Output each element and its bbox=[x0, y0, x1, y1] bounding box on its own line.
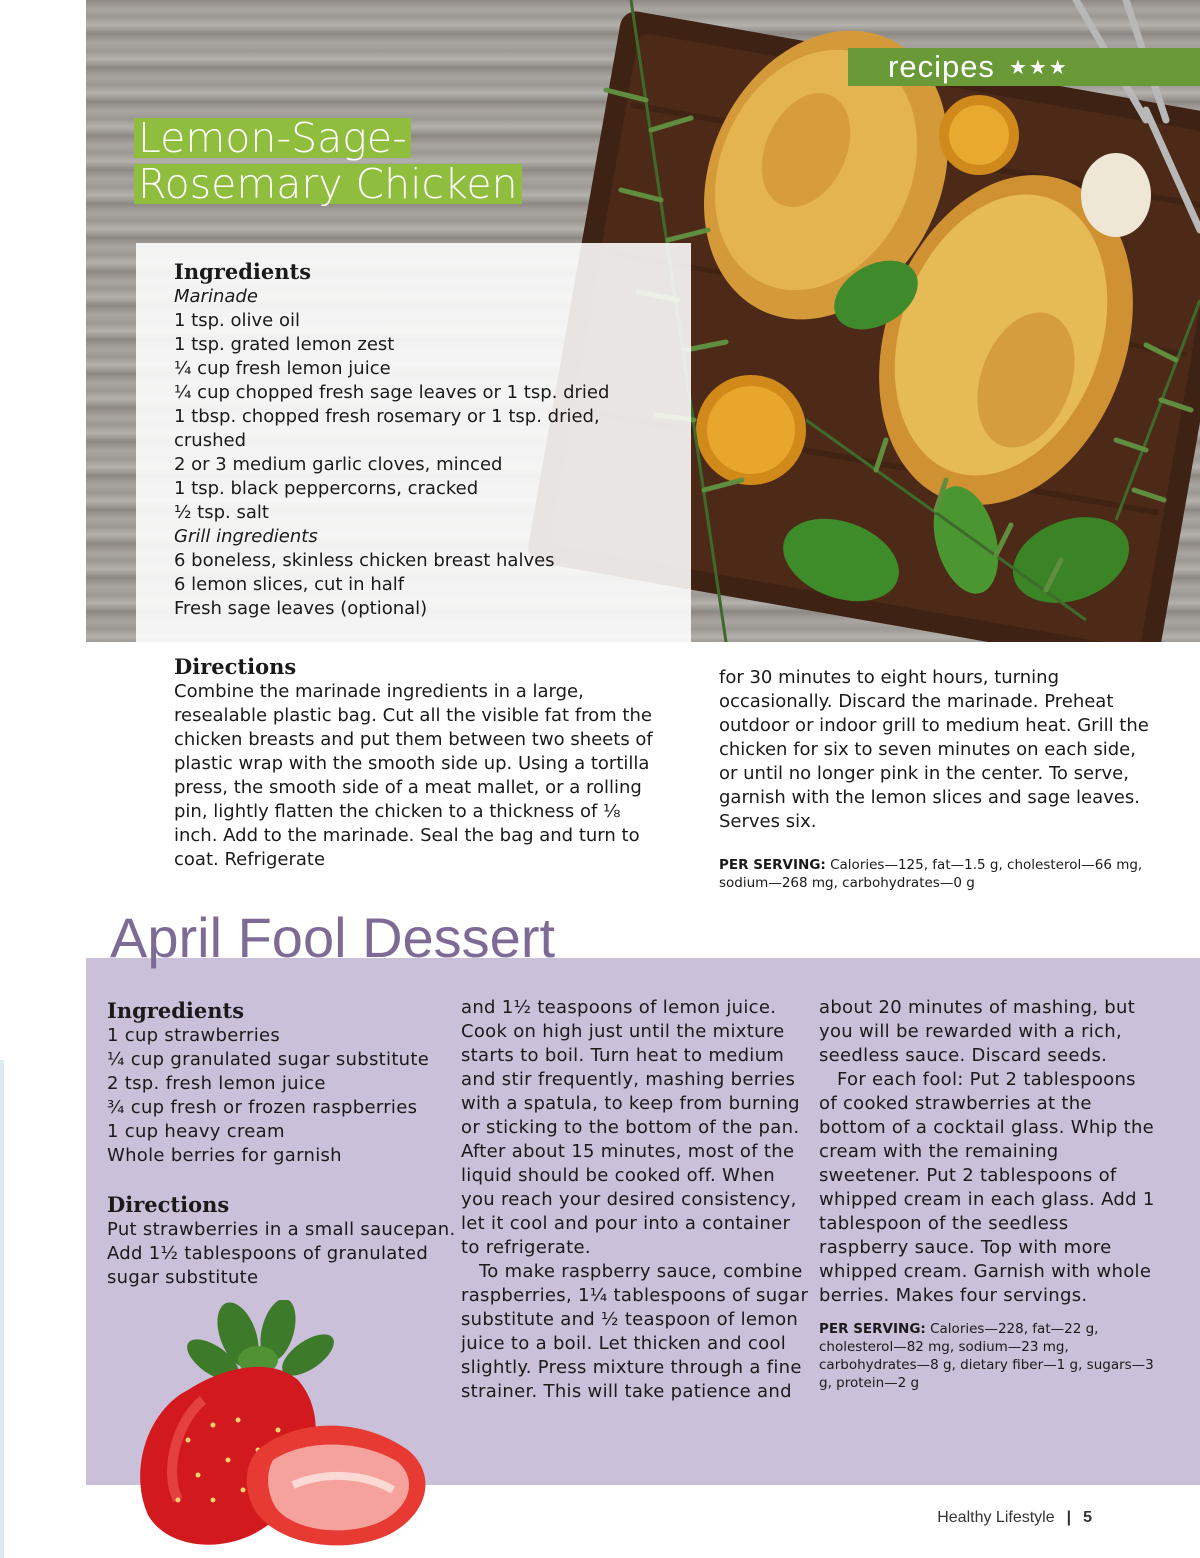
ingredient-item: 1 cup strawberries bbox=[107, 1025, 281, 1046]
dessert-directions-text-5: For each fool: Put 2 tablespoons of cooked strawberries at the bottom of a cocktail glass. Whip the cream with the remaining sweetener. Put 2 tablespoons of whipped cream in each glass. Add 1 tablespoon of the seedless raspberry sauce. Top with more whipped cream. Garnish with whole berries. Makes four servings. bbox=[819, 1069, 1155, 1306]
nutrition-info bbox=[719, 856, 1159, 892]
page-edge-strip bbox=[0, 1060, 4, 1558]
section-tag bbox=[848, 48, 1200, 86]
strawberry-photo bbox=[118, 1300, 438, 1555]
ingredient-item: 1 tbsp. chopped fresh rosemary or 1 tsp. dried, bbox=[174, 406, 600, 427]
dessert-directions-text-2: and 1½ teaspoons of lemon juice. Cook on high just until the mixture starts to boil. Turn heat to medium and stir frequently, mashing berries with a spatula, to keep from burning or sticking to the bottom of the pan. After about 15 minutes, most of the liquid should be cooked off. When you reach your desired consistency, let it cool and pour into a container to refrigerate. bbox=[461, 997, 800, 1258]
dessert-column-1 bbox=[107, 998, 457, 1290]
directions-column-1 bbox=[174, 654, 664, 872]
ingredient-subheading: Marinade bbox=[174, 286, 258, 307]
ingredient-item: 1 tsp. grated lemon zest bbox=[174, 334, 395, 355]
dessert-column-3 bbox=[819, 996, 1159, 1392]
dessert-ingredients-list bbox=[107, 1024, 457, 1168]
ingredient-item: ¼ cup fresh lemon juice bbox=[174, 358, 391, 379]
ingredient-item: ¼ cup chopped fresh sage leaves or 1 tsp. dried bbox=[174, 382, 610, 403]
per-serving-text: Calories—125, fat—1.5 g, cholesterol—66 mg, sodium—268 mg, carbohydrates—0 g bbox=[719, 857, 1143, 891]
ingredient-item: 1 tsp. black peppercorns, cracked bbox=[174, 478, 479, 499]
footer-separator: | bbox=[1066, 1509, 1072, 1526]
dessert-directions-text-3: To make raspberry sauce, combine raspberries, 1¼ tablespoons of sugar substitute and ½ teaspoon of lemon juice to a boil. Let thicken and cool slightly. Press mixture through a fine strainer. This will take patience and bbox=[461, 1261, 809, 1402]
page-footer bbox=[937, 1509, 1092, 1527]
ingredient-item: 6 lemon slices, cut in half bbox=[174, 574, 405, 595]
ingredient-item: crushed bbox=[174, 430, 246, 451]
ingredient-item: ¾ cup fresh or frozen raspberries bbox=[107, 1097, 418, 1118]
page-number: 5 bbox=[1083, 1509, 1092, 1526]
dessert-directions-text-4: about 20 minutes of mashing, but you will be rewarded with a rich, seedless sauce. Discard seeds. bbox=[819, 997, 1136, 1066]
dessert-directions-text: Put strawberries in a small saucepan. Add 1½ tablespoons of granulated sugar substitute bbox=[107, 1219, 456, 1288]
ingredient-item: 1 cup heavy cream bbox=[107, 1121, 285, 1142]
dessert-title: April Fool Dessert bbox=[110, 906, 556, 969]
ingredients-panel bbox=[136, 243, 691, 642]
ingredient-item: ¼ cup granulated sugar substitute bbox=[107, 1049, 430, 1070]
directions-column-2 bbox=[719, 666, 1159, 892]
ingredient-item: ½ tsp. salt bbox=[174, 502, 269, 523]
ingredient-item: Whole berries for garnish bbox=[107, 1145, 342, 1166]
recipe-title-line-2: Rosemary Chicken bbox=[134, 164, 522, 204]
dessert-per-serving-text: Calories—228, fat—22 g, cholesterol—82 mg, sodium—23 mg, carbohydrates—8 g, dietary fiber—1 g, sugars—3 g, protein—2 g bbox=[819, 1321, 1154, 1391]
ingredient-item: Fresh sage leaves (optional) bbox=[174, 598, 428, 619]
per-serving-label: PER SERVING: bbox=[719, 857, 826, 873]
ingredient-item: 2 tsp. fresh lemon juice bbox=[107, 1073, 326, 1094]
ingredient-item: 2 or 3 medium garlic cloves, minced bbox=[174, 454, 503, 475]
dessert-ingredients-heading: Ingredients bbox=[107, 998, 245, 1023]
dessert-directions-heading: Directions bbox=[107, 1192, 230, 1217]
directions-text-continued: for 30 minutes to eight hours, turning occasionally. Discard the marinade. Preheat outdoor or indoor grill to medium heat. Grill the chicken for six to seven minutes on each side, or until no longer pink in the center. To serve, garnish with the lemon slices and sage leaves. Serves six. bbox=[719, 667, 1149, 832]
ingredient-subheading: Grill ingredients bbox=[174, 526, 318, 547]
ingredients-list bbox=[174, 285, 684, 621]
publication-name: Healthy Lifestyle bbox=[937, 1509, 1055, 1526]
dessert-nutrition-info bbox=[819, 1320, 1159, 1392]
directions-text: Combine the marinade ingredients in a large, resealable plastic bag. Cut all the visible fat from the chicken breasts and put them between two sheets of plastic wrap with the smooth side up. Using a tortilla press, the smooth side of a meat mallet, or a rolling pin, lightly flatten the chicken to a thickness of ⅛ inch. Add to the marinade. Seal the bag and turn to coat. Refrigerate bbox=[174, 681, 653, 870]
dessert-column-2 bbox=[461, 996, 811, 1404]
recipe-title-line-1: Lemon-Sage- bbox=[134, 118, 411, 158]
dessert-per-serving-label: PER SERVING: bbox=[819, 1321, 926, 1337]
star-rating-icon: ★★★ bbox=[1008, 55, 1069, 79]
directions-heading: Directions bbox=[174, 654, 297, 679]
ingredients-heading: Ingredients bbox=[174, 259, 312, 284]
ingredient-item: 6 boneless, skinless chicken breast halves bbox=[174, 550, 555, 571]
section-tag-label: recipes bbox=[888, 49, 995, 84]
ingredient-item: 1 tsp. olive oil bbox=[174, 310, 300, 331]
